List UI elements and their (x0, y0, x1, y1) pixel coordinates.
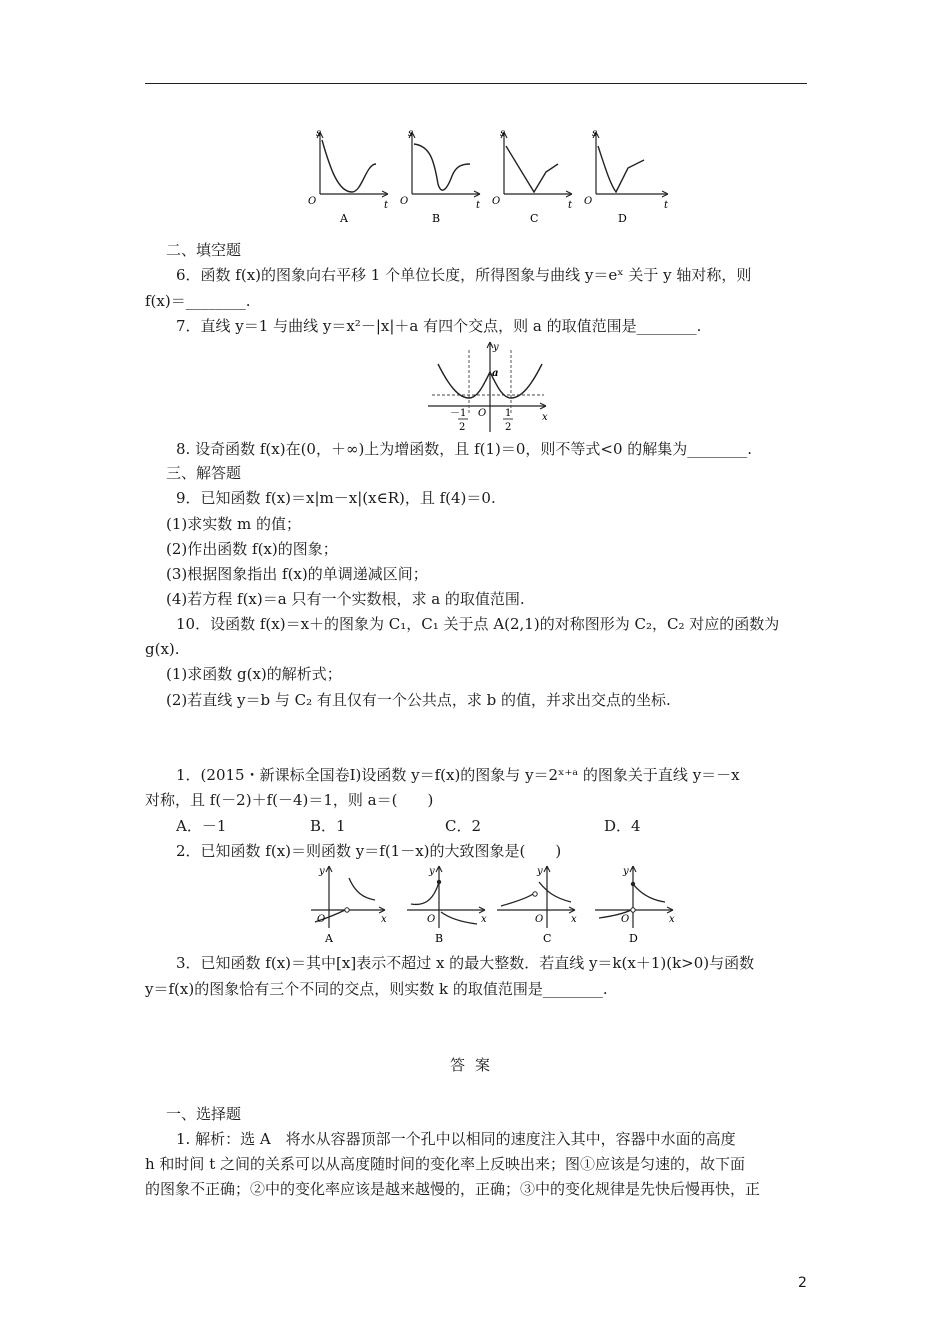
q7-text: 7．直线 y＝1 与曲线 y＝x²－|x|＋a 有四个交点，则 a 的取值范围是________. (176, 317, 702, 335)
b1-line1: 1．(2015・新课标全国卷Ⅰ)设函数 y＝f(x)的图象与 y＝2ˣ⁺ᵃ 的图象关于直线 y＝－x (176, 766, 740, 784)
q9-part4: (4)若方程 f(x)＝a 只有一个实数根，求 a 的取值范围. (166, 590, 525, 608)
q5-d-axis-t: t (664, 200, 669, 211)
q7-half-den: 2 (505, 422, 512, 433)
b1-option-c: C．2 (445, 817, 482, 835)
b2-graph-d (595, 866, 675, 945)
q5-graph-b (400, 128, 481, 225)
b2-a-axis-y: y (319, 866, 325, 877)
b2-d-axis-y: y (623, 866, 629, 877)
q5-b-axis-s: s (408, 128, 414, 139)
q5-graph-c (492, 128, 573, 225)
answer1-line3: 的图象不正确；②中的变化率应该是越来越慢的，正确；③中的变化规律是先快后慢再快，正 (145, 1180, 761, 1198)
b3-line1: 3．已知函数 f(x)＝其中[x]表示不超过 x 的最大整数．若直线 y＝k(x＋1)(k>0)与函数 (176, 954, 755, 972)
b2-graph-a (311, 866, 387, 945)
q5-a-axis-s: s (316, 128, 322, 139)
q5-a-axis-t: t (384, 200, 389, 211)
q5-label-b: B (432, 212, 441, 225)
q6-line1: 6．函数 f(x)的图象向右平移 1 个单位长度，所得图象与曲线 y＝eˣ 关于 y 轴对称，则 (176, 266, 752, 284)
q5-label-a: A (340, 212, 348, 225)
b2-graph-b (407, 866, 487, 945)
q7-origin: O (478, 408, 487, 419)
q5-graph-d (584, 128, 669, 225)
page-number: 2 (798, 1275, 807, 1291)
b2-b-axis-y: y (429, 866, 435, 877)
q5-c-axis-s: s (500, 128, 506, 139)
b2-c-axis-x: x (571, 914, 577, 925)
q7-half-num: 1 (505, 408, 512, 419)
answer1-line1: 1. 解析：选 A 将水从容器顶部一个孔中以相同的速度注入其中，容器中水面的高度 (176, 1130, 736, 1148)
q7-axis-y: y (493, 342, 499, 353)
q5-c-origin: O (492, 196, 501, 207)
q5-graph-a (308, 128, 389, 225)
b2-label-c: C (543, 932, 552, 945)
section2-title: 二、填空题 (166, 241, 242, 259)
b2-c-origin: O (535, 914, 544, 925)
b2-graphs-figure (305, 862, 685, 946)
q10-line1: 10．设函数 f(x)＝x＋的图象为 C₁，C₁ 关于点 A(2,1)的对称图形为 C₂，C₂ 对应的函数为 (176, 615, 780, 633)
header-rule (145, 83, 807, 84)
b2-label-d: D (629, 932, 638, 945)
b2-b-origin: O (427, 914, 436, 925)
q5-graphs-figure (300, 124, 690, 230)
q10-line2: g(x). (145, 640, 180, 658)
b1-option-a: A．－1 (176, 817, 227, 835)
q5-b-axis-t: t (476, 200, 481, 211)
answer-title: 答案 (449, 1056, 500, 1074)
q7-neg-half-den: 2 (459, 422, 466, 433)
q10-part1: (1)求函数 g(x)的解析式； (166, 665, 342, 683)
b2-label-b: B (435, 932, 444, 945)
q5-c-axis-t: t (568, 200, 573, 211)
b2-text: 2．已知函数 f(x)＝则函数 y＝f(1－x)的大致图象是( ) (176, 842, 562, 860)
b2-label-a: A (325, 932, 333, 945)
q10-part2: (2)若直线 y＝b 与 C₂ 有且仅有一个公共点，求 b 的值，并求出交点的坐标. (166, 691, 671, 709)
q9-part3: (3)根据图象指出 f(x)的单调递减区间； (166, 565, 428, 583)
answer1-line2: h 和时间 t 之间的关系可以从高度随时间的变化率上反映出来；图①应该是匀速的，故下面 (145, 1155, 745, 1173)
q7-axis-x: x (542, 412, 548, 423)
q9-part1: (1)求实数 m 的值； (166, 515, 302, 533)
q7-a-label: a (492, 368, 499, 379)
q9-text: 9．已知函数 f(x)＝x|m－x|(x∈R)，且 f(4)＝0. (176, 489, 496, 507)
q5-d-origin: O (584, 196, 593, 207)
q8-text: 8. 设奇函数 f(x)在(0，＋∞)上为增函数，且 f(1)＝0，则不等式<0 的解集为________. (176, 440, 753, 458)
b1-line2: 对称，且 f(－2)＋f(－4)＝1，则 a＝( ) (145, 791, 434, 809)
b1-option-d: D．4 (604, 817, 641, 835)
b2-b-axis-x: x (481, 914, 487, 925)
q9-part2: (2)作出函数 f(x)的图象； (166, 540, 338, 558)
q5-label-d: D (618, 212, 627, 225)
q5-b-origin: O (400, 196, 409, 207)
section3-title: 三、解答题 (166, 464, 242, 482)
b2-a-origin: O (317, 914, 326, 925)
answer-section1-title: 一、选择题 (166, 1105, 242, 1123)
b2-a-axis-x: x (381, 914, 387, 925)
q5-d-axis-s: s (592, 128, 598, 139)
b1-option-b: B．1 (310, 817, 346, 835)
b3-line2: y＝f(x)的图象恰有三个不同的交点，则实数 k 的取值范围是________. (145, 980, 608, 998)
q5-a-origin: O (308, 196, 317, 207)
q5-label-c: C (530, 212, 539, 225)
q7-neg-half-num: －1 (450, 408, 467, 419)
q6-line2: f(x)＝________. (145, 292, 251, 310)
b2-d-axis-x: x (669, 914, 675, 925)
b2-d-origin: O (621, 914, 630, 925)
b2-graph-c (497, 866, 577, 945)
b2-c-axis-y: y (537, 866, 543, 877)
q7-graph (420, 338, 555, 438)
